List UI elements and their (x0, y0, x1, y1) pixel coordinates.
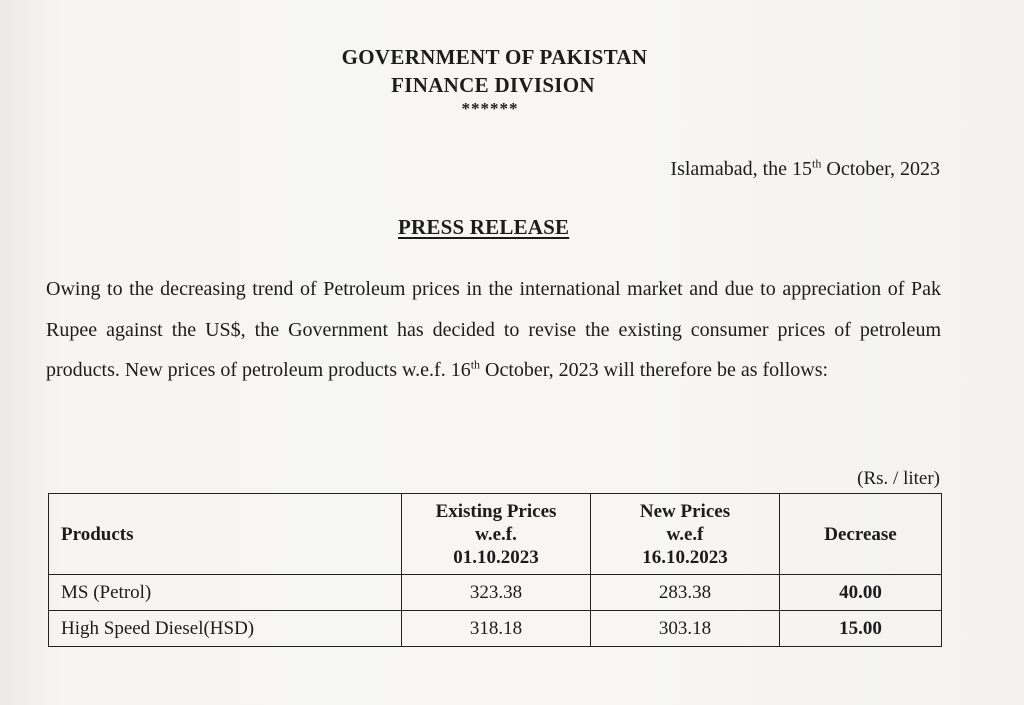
header-new-line1: New Prices (639, 500, 731, 522)
header-division: FINANCE DIVISION (391, 73, 595, 97)
cell-new-price: 303.18 (591, 611, 780, 647)
price-table (48, 493, 942, 647)
date-suffix: October, 2023 (821, 158, 940, 180)
cell-decrease: 40.00 (780, 575, 942, 611)
header-existing-prices (402, 494, 591, 575)
header-decrease: Decrease (780, 494, 942, 575)
body-part-2: October, 2023 will therefore be as follows: (480, 359, 829, 381)
release-date (670, 158, 940, 181)
cell-product: High Speed Diesel(HSD) (49, 611, 402, 647)
header-government: GOVERNMENT OF PAKISTAN (341, 45, 648, 69)
date-prefix: Islamabad, the 15 (670, 158, 813, 180)
header-new-prices (591, 494, 780, 575)
body-part-1: Owing to the decreasing trend of Petroleum prices in the international market and due to appreciation of Pak Rupee against the US$, the Government has decided to revise the existing consumer prices of petroleum products. New prices of petroleum products w.e.f. 16 (46, 278, 941, 381)
header-existing-line3: 01.10.2023 (453, 546, 539, 568)
body-paragraph (46, 269, 941, 391)
cell-product: MS (Petrol) (49, 575, 402, 611)
body-ordinal: th (470, 357, 481, 372)
cell-existing-price: 318.18 (402, 611, 591, 647)
header-existing-line2: w.e.f. (475, 523, 517, 545)
table-row (49, 611, 942, 647)
header-new-line3: 16.10.2023 (642, 546, 728, 568)
page-title: PRESS RELEASE (398, 215, 570, 239)
header-products: Products (49, 494, 402, 575)
date-ordinal: th (812, 156, 822, 171)
cell-existing-price: 323.38 (402, 575, 591, 611)
header-separator: ****** (461, 99, 519, 118)
cell-new-price: 283.38 (591, 575, 780, 611)
price-unit: (Rs. / liter) (857, 468, 940, 489)
cell-decrease: 15.00 (780, 611, 942, 647)
table-row (49, 575, 942, 611)
table-header-row (49, 494, 942, 575)
header-existing-line1: Existing Prices (435, 500, 557, 522)
header-new-line2: w.e.f (666, 523, 704, 545)
